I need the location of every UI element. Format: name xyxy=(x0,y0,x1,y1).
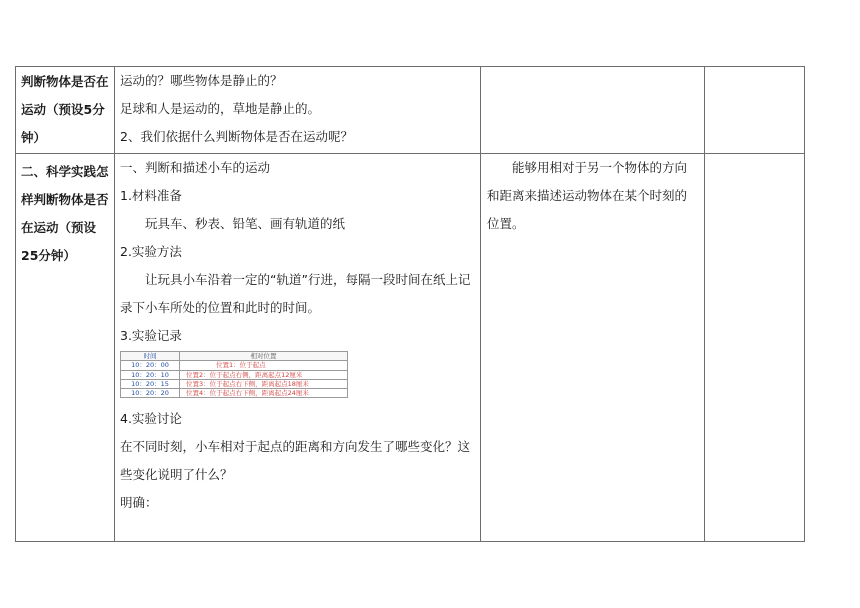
method-text: 让玩具小车沿着一定的“轨道”行进，每隔一段时间在纸上记录下小车所处的位置和此时的时间。 xyxy=(120,272,471,315)
record-header-row xyxy=(121,352,348,361)
content-cell xyxy=(115,154,481,542)
record-row xyxy=(121,379,348,388)
stage-title: 判断物体是否在运动（预设5分钟） xyxy=(21,74,109,145)
note-cell xyxy=(481,67,705,154)
stage-cell xyxy=(16,154,115,542)
table-row xyxy=(16,154,805,542)
record-table xyxy=(120,351,348,398)
content-cell xyxy=(115,67,481,154)
materials-title: 1.材料准备 xyxy=(120,188,182,203)
content-line: 2、我们依据什么判断物体是否在运动呢？ xyxy=(120,129,353,144)
record-position: 位置3：位于起点右下侧，距离起点18厘米 xyxy=(180,379,348,388)
record-title: 3.实验记录 xyxy=(120,328,182,343)
discussion-text: 在不同时刻，小车相对于起点的距离和方向发生了哪些变化？这些变化说明了什么？ xyxy=(120,439,471,483)
record-row xyxy=(121,389,348,398)
record-header-position: 相对位置 xyxy=(180,352,348,361)
empty-cell xyxy=(705,154,805,542)
materials-text: 玩具车、秒表、铅笔、画有轨道的纸 xyxy=(145,216,346,231)
stage-cell xyxy=(16,67,115,154)
discussion-title: 4.实验讨论 xyxy=(120,411,182,427)
record-time: 10：20：20 xyxy=(121,389,180,398)
note-cell xyxy=(481,154,705,542)
stage-title: 二、科学实践怎样判断物体是否在运动（预设25分钟） xyxy=(21,164,109,263)
record-time: 10：20：15 xyxy=(121,379,180,388)
content-line: 足球和人是运动的，草地是静止的。 xyxy=(120,101,321,116)
record-header-time: 时间 xyxy=(121,352,180,361)
record-position: 位置2：位于起点右侧，距离起点12厘米 xyxy=(180,370,348,379)
record-time: 10：20：10 xyxy=(121,370,180,379)
record-position: 位置1：位于起点 xyxy=(180,361,348,370)
design-note: 能够用相对于另一个物体的方向和距离来描述运动物体在某个时刻的位置。 xyxy=(487,160,688,231)
lesson-plan-table xyxy=(15,66,805,542)
empty-cell xyxy=(705,67,805,154)
clarify-label: 明确： xyxy=(120,495,158,511)
content-line: 运动的？哪些物体是静止的？ xyxy=(120,73,283,88)
section-heading: 一、判断和描述小车的运动 xyxy=(120,160,271,175)
record-time: 10：20：00 xyxy=(121,361,180,370)
record-position: 位置4：位于起点右下侧，距离起点24厘米 xyxy=(180,389,348,398)
record-row xyxy=(121,361,348,370)
table-row xyxy=(16,67,805,154)
method-title: 2.实验方法 xyxy=(120,244,182,259)
record-row xyxy=(121,370,348,379)
